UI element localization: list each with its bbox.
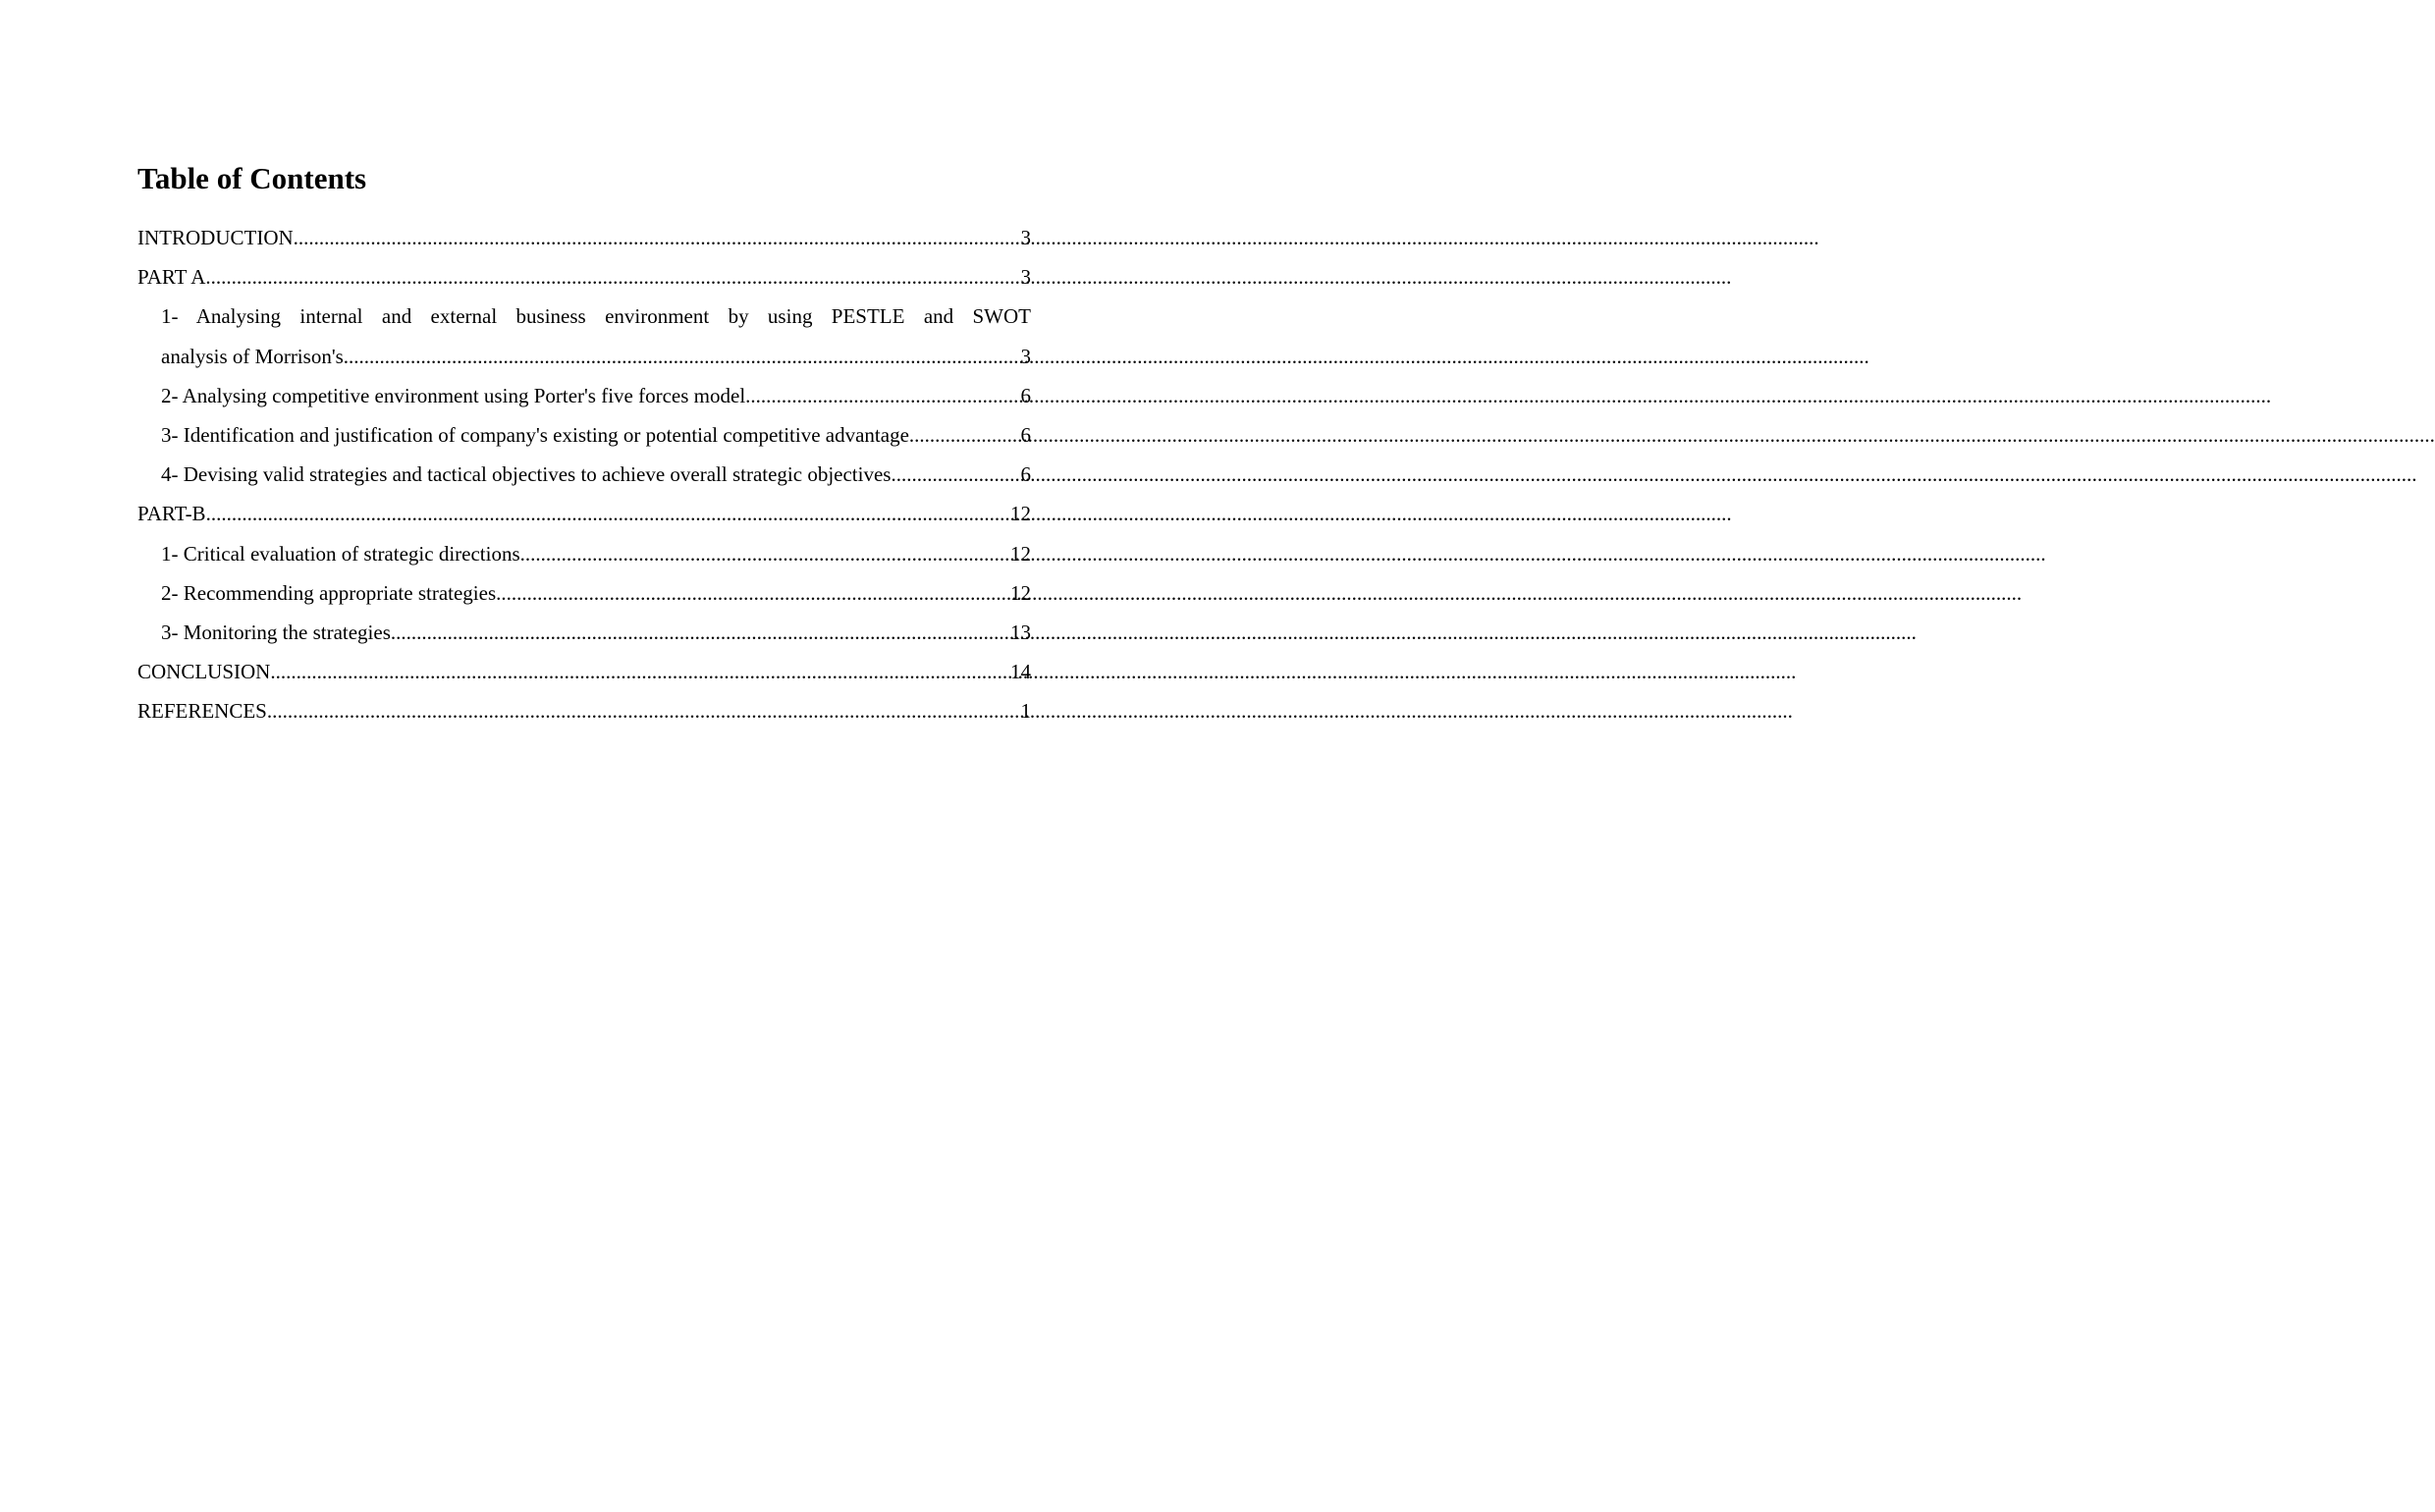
toc-page-number: 6 xyxy=(1020,422,1031,447)
dot-leader xyxy=(745,376,1020,415)
toc-entry-label: 3- Monitoring the strategies xyxy=(161,620,391,644)
toc-page-number: 3 xyxy=(1020,344,1031,368)
toc-entry-label: REFERENCES xyxy=(137,699,267,724)
toc-page-number: 12 xyxy=(1010,502,1031,526)
toc-entry-introduction[interactable] xyxy=(137,218,1031,257)
dot-leader xyxy=(344,337,1021,376)
toc-entry-part-b[interactable] xyxy=(137,494,1031,533)
toc-entry-label: 4- Devising valid strategies and tactical objectives to achieve overall strategic objectives xyxy=(161,462,892,487)
toc-page-number: 12 xyxy=(1010,580,1031,605)
toc-entry-label: 1- Critical evaluation of strategic directions xyxy=(161,541,520,566)
toc-page-number: 6 xyxy=(1020,462,1031,487)
toc-entry-competitive-advantage[interactable] xyxy=(137,415,1031,455)
toc-entry-monitoring-strategies[interactable] xyxy=(137,613,1031,652)
dot-leader xyxy=(294,218,1021,257)
toc-entry-label: 2- Analysing competitive environment using Porter's five forces model xyxy=(161,383,746,407)
dot-leader xyxy=(496,573,1010,613)
toc-page-number: 3 xyxy=(1020,226,1031,249)
toc-entry-conclusion[interactable] xyxy=(137,652,1031,691)
toc-page-number: 3 xyxy=(1020,265,1031,290)
dot-leader xyxy=(267,691,1021,730)
dot-leader xyxy=(205,257,1020,297)
toc-page-number: 12 xyxy=(1010,541,1031,566)
toc-page-number: 6 xyxy=(1020,383,1031,407)
dot-leader xyxy=(891,455,1020,494)
toc-entry-label-line2-row xyxy=(161,337,1031,376)
toc-page-number: 14 xyxy=(1010,660,1031,684)
toc-entry-label: INTRODUCTION xyxy=(137,226,294,249)
toc-page-number: 13 xyxy=(1010,620,1031,644)
table-of-contents xyxy=(137,218,1031,730)
toc-entry-strategies-objectives[interactable] xyxy=(137,455,1031,494)
toc-entry-label-line1: 1- Analysing internal and external business environment by using PESTLE and SWOT xyxy=(161,304,1031,329)
toc-page-number: 1 xyxy=(1020,699,1031,724)
dot-leader xyxy=(206,494,1010,533)
dot-leader xyxy=(520,534,1010,573)
toc-entry-pestle-swot[interactable] xyxy=(137,297,1031,375)
dot-leader xyxy=(391,613,1010,652)
toc-entry-label: PART A xyxy=(137,265,206,290)
toc-entry-strategic-directions[interactable] xyxy=(137,534,1031,573)
toc-entry-label: 3- Identification and justification of company's existing or potential competitive advantage xyxy=(161,422,909,447)
toc-entry-label: PART-B xyxy=(137,502,206,526)
dot-leader xyxy=(909,415,1021,455)
toc-title: Table of Contents xyxy=(137,161,367,195)
dot-leader xyxy=(270,652,1010,691)
document-page xyxy=(0,0,1168,1512)
toc-entry-recommending-strategies[interactable] xyxy=(137,573,1031,613)
toc-entry-references[interactable] xyxy=(137,691,1031,730)
toc-entry-label: 2- Recommending appropriate strategies xyxy=(161,580,497,605)
toc-entry-porter[interactable] xyxy=(137,376,1031,415)
toc-entry-label: CONCLUSION xyxy=(137,660,271,684)
toc-entry-label-line2: analysis of Morrison's xyxy=(161,344,344,368)
toc-entry-part-a[interactable] xyxy=(137,257,1031,297)
